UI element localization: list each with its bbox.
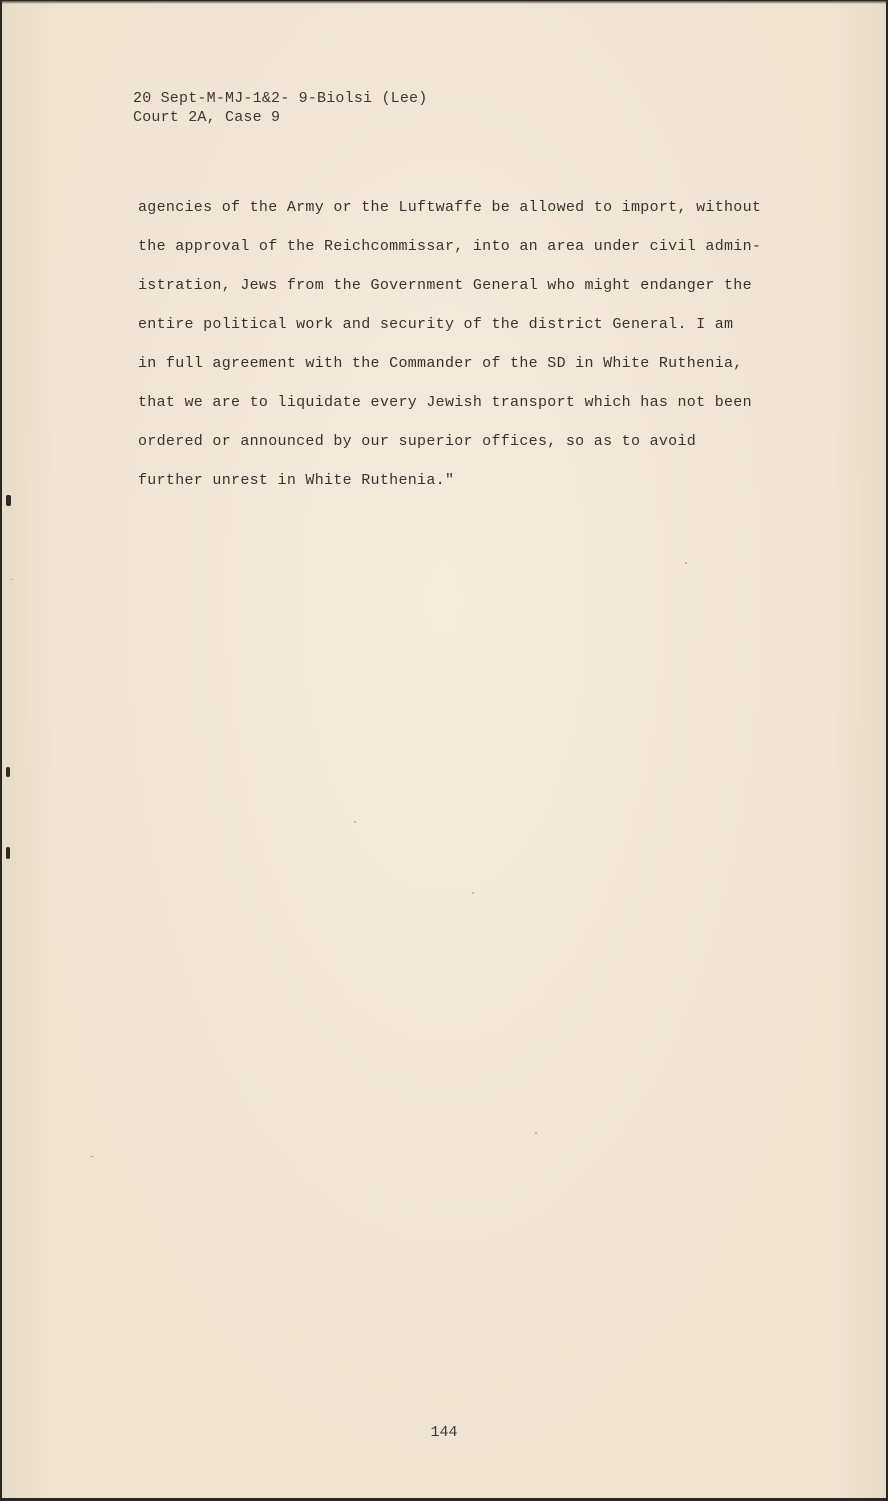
paper-speck [535,1132,537,1134]
body-line: the approval of the Reichcommissar, into an area under civil admin- [138,238,762,255]
body-line: further unrest in White Ruthenia." [138,472,455,489]
paper-speck [685,562,687,564]
page-top-edge [2,1,886,4]
paper-speck [90,1156,94,1157]
body-line: that we are to liquidate every Jewish transport which has not been [138,394,752,411]
paper-speck [10,579,13,580]
document-body [138,197,798,509]
binding-hole-mark [6,767,10,777]
header-reference-line: 20 Sept-M-MJ-1&2- 9-Biolsi (Lee) [133,90,428,107]
binding-hole-mark [6,847,10,859]
document-page [2,1,886,1498]
binding-hole-mark [6,495,11,506]
body-line: agencies of the Army or the Luftwaffe be allowed to import, without [138,199,762,216]
page-number: 144 [430,1424,458,1441]
body-line: istration, Jews from the Government General who might endanger the [138,277,752,294]
document-header [133,89,427,127]
paper-speck [354,821,356,823]
body-line: in full agreement with the Commander of the SD in White Ruthenia, [138,355,743,372]
body-line: ordered or announced by our superior offices, so as to avoid [138,433,697,450]
paper-speck [472,892,474,894]
body-line: entire political work and security of the district General. I am [138,316,734,333]
header-court-line: Court 2A, Case 9 [133,109,281,126]
